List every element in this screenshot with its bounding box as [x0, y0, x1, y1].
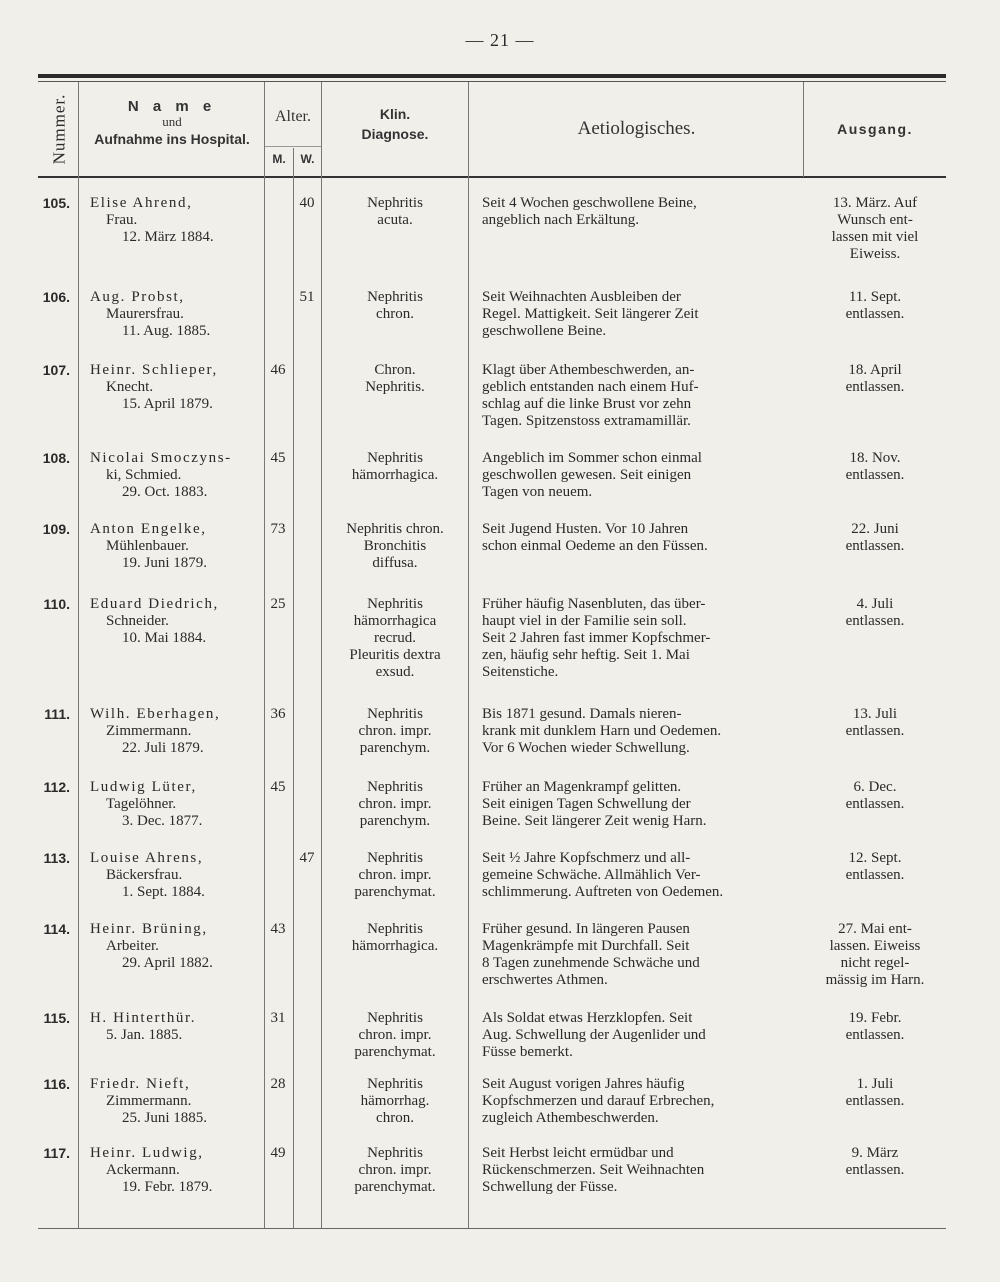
aetiology-cell [482, 706, 798, 757]
age-male: 49 [270, 1145, 286, 1161]
age-male: 45 [270, 779, 286, 795]
outcome-cell [812, 1076, 938, 1110]
aetiology-cell [482, 1076, 798, 1127]
age-male: 73 [270, 521, 286, 537]
name-line: Wilh. Eberhagen, [90, 706, 221, 722]
patient-name-cell [90, 706, 262, 757]
name-line: 12. März 1884. [122, 229, 214, 245]
case-number: 109. [42, 521, 70, 537]
name-line: Ackermann. [106, 1162, 180, 1178]
diagnosis-cell [324, 596, 466, 681]
diagnosis-cell [324, 1145, 466, 1196]
aetiology-cell [482, 450, 798, 501]
diagnosis-cell [324, 850, 466, 901]
name-line: Bäckersfrau. [106, 867, 183, 883]
age-male: 36 [270, 706, 286, 722]
name-line: 22. Juli 1879. [122, 740, 204, 756]
diag-line: parenchymat. [354, 884, 436, 900]
column-divider [321, 82, 322, 1228]
diagnosis-cell [324, 1010, 466, 1061]
aus-line: 19. Febr. [848, 1010, 902, 1026]
aet-line: gemeine Schwäche. Allmählich Ver- [482, 867, 701, 883]
name-line: Aug. Probst, [90, 289, 185, 305]
name-line: Frau. [106, 212, 138, 228]
name-line: Zimmermann. [106, 723, 192, 739]
diag-line: parenchymat. [354, 1179, 436, 1195]
outcome-cell [812, 521, 938, 555]
aet-line: Seit August vorigen Jahres häufig [482, 1076, 685, 1092]
aus-line: entlassen. [845, 538, 905, 554]
name-line: 29. April 1882. [122, 955, 213, 971]
name-line: Maurersfrau. [106, 306, 184, 322]
name-line: Heinr. Schlieper, [90, 362, 218, 378]
outcome-cell [812, 850, 938, 884]
diag-line: parenchym. [359, 813, 431, 829]
diag-line: Nephritis [367, 1010, 423, 1026]
aet-line: 8 Tagen zunehmende Schwäche und [482, 955, 700, 971]
name-line: Anton Engelke, [90, 521, 207, 537]
age-male: 28 [270, 1076, 286, 1092]
outcome-cell [812, 1010, 938, 1044]
patient-name-cell [90, 289, 262, 340]
name-line: 1. Sept. 1884. [122, 884, 205, 900]
diag-line: Nephritis [367, 779, 423, 795]
name-line: Nicolai Smoczyns- [90, 450, 232, 466]
patient-name-cell [90, 195, 262, 246]
diag-line: exsud. [375, 664, 415, 680]
diag-line: Bronchitis [363, 538, 427, 554]
name-line: Ludwig Lüter, [90, 779, 197, 795]
aet-line: Klagt über Athembeschwerden, an- [482, 362, 695, 378]
case-number: 107. [42, 362, 70, 378]
diag-line: recrud. [373, 630, 417, 646]
aus-line: entlassen. [845, 1162, 905, 1178]
case-number: 111. [44, 706, 70, 722]
name-line: Heinr. Brüning, [90, 921, 208, 937]
aetiology-cell [482, 850, 798, 901]
case-number: 117. [43, 1145, 70, 1161]
diag-line: Nephritis [367, 850, 423, 866]
aet-line: Früher an Magenkrampf gelitten. [482, 779, 682, 795]
aus-line: mässig im Harn. [825, 972, 925, 988]
header-alter-m: M. [272, 152, 286, 166]
diag-line: Nephritis [367, 921, 423, 937]
outcome-cell [812, 362, 938, 396]
alter-sub-rule [265, 146, 321, 147]
diag-line: chron. impr. [358, 1027, 432, 1043]
aet-line: Regel. Mattigkeit. Seit längerer Zeit [482, 306, 699, 322]
aetiology-cell [482, 362, 798, 430]
column-divider [78, 82, 79, 1228]
aet-line: geblich entstanden nach einem Huf- [482, 379, 699, 395]
patient-name-cell [90, 1145, 262, 1196]
diag-line: Nephritis chron. [346, 521, 444, 537]
diag-line: Nephritis [367, 195, 423, 211]
aet-line: Rückenschmerzen. Seit Weihnachten [482, 1162, 705, 1178]
diag-line: Nephritis. [365, 379, 425, 395]
diagnosis-cell [324, 779, 466, 830]
diag-line: Nephritis [367, 706, 423, 722]
column-divider [468, 82, 469, 1228]
aet-line: Bis 1871 gesund. Damals nieren- [482, 706, 682, 722]
header-aetiologisches: Aetiologisches. [577, 118, 696, 139]
aetiology-cell [482, 1010, 798, 1061]
header-name: N a m e und Aufnahme ins Hospital. [94, 98, 250, 147]
aetiology-cell [482, 779, 798, 830]
header-rule [38, 176, 946, 178]
aus-line: 4. Juli [856, 596, 894, 612]
name-line: Louise Ahrens, [90, 850, 204, 866]
aus-line: Eiweiss. [849, 246, 901, 262]
patient-name-cell [90, 850, 262, 901]
aus-line: 18. Nov. [849, 450, 901, 466]
diag-line: Nephritis [367, 596, 423, 612]
aet-line: Aug. Schwellung der Augenlider und [482, 1027, 706, 1043]
diag-line: acuta. [377, 212, 413, 228]
header-alter: Alter. [275, 108, 311, 125]
aetiology-cell [482, 921, 798, 989]
aet-line: Tagen von neuem. [482, 484, 593, 500]
aetiology-cell [482, 521, 798, 555]
diagnosis-cell [324, 921, 466, 955]
aus-line: lassen. Eiweiss [829, 938, 921, 954]
aus-line: 13. Juli [852, 706, 898, 722]
diagnosis-cell [324, 706, 466, 757]
diagnosis-cell [324, 289, 466, 323]
aus-line: Wunsch ent- [837, 212, 913, 228]
aet-line: haupt viel in der Familie sein soll. [482, 613, 687, 629]
diag-line: Pleuritis dextra [349, 647, 441, 663]
name-line: 15. April 1879. [122, 396, 213, 412]
column-divider [293, 148, 294, 1228]
diag-line: hämorrhagica. [351, 938, 439, 954]
aus-line: entlassen. [845, 613, 905, 629]
aus-line: 22. Juni [851, 521, 899, 537]
aet-line: angeblich nach Erkältung. [482, 212, 640, 228]
aus-line: entlassen. [845, 306, 905, 322]
aet-line: Seit 2 Jahren fast immer Kopfschmer- [482, 630, 711, 646]
aus-line: entlassen. [845, 796, 905, 812]
aet-line: Früher häufig Nasenbluten, das über- [482, 596, 706, 612]
patient-name-cell [90, 521, 262, 572]
aetiology-cell [482, 596, 798, 681]
aus-line: 6. Dec. [853, 779, 897, 795]
name-line: 5. Jan. 1885. [106, 1027, 183, 1043]
column-divider [264, 82, 265, 1228]
aet-line: Seit ½ Jahre Kopfschmerz und all- [482, 850, 691, 866]
name-line: 19. Febr. 1879. [122, 1179, 213, 1195]
name-line: Zimmermann. [106, 1093, 192, 1109]
diag-line: chron. [376, 306, 414, 322]
aus-line: entlassen. [845, 379, 905, 395]
case-number: 106. [42, 289, 70, 305]
age-male: 25 [270, 596, 286, 612]
name-line: Heinr. Ludwig, [90, 1145, 204, 1161]
case-number: 113. [43, 850, 70, 866]
age-female: 51 [299, 289, 315, 305]
name-line: Schneider. [106, 613, 169, 629]
aet-line: Seit Weihnachten Ausbleiben der [482, 289, 681, 305]
column-divider [803, 82, 804, 177]
name-line: Mühlenbauer. [106, 538, 189, 554]
outcome-cell [812, 779, 938, 813]
diag-line: parenchym. [359, 740, 431, 756]
aus-line: entlassen. [845, 867, 905, 883]
name-line: Friedr. Nieft, [90, 1076, 191, 1092]
aus-line: entlassen. [845, 1093, 905, 1109]
aus-line: 12. Sept. [848, 850, 902, 866]
aet-line: Seit Herbst leicht ermüdbar und [482, 1145, 674, 1161]
diag-line: Nephritis [367, 450, 423, 466]
aetiology-cell [482, 1145, 798, 1196]
age-male: 46 [270, 362, 286, 378]
age-male: 45 [270, 450, 286, 466]
age-female: 40 [299, 195, 315, 211]
diag-line: chron. [376, 1110, 414, 1126]
aus-line: 18. April [848, 362, 902, 378]
name-line: H. Hinterthür. [90, 1010, 197, 1026]
outcome-cell [812, 195, 938, 263]
name-line: 29. Oct. 1883. [122, 484, 208, 500]
diag-line: hämorrhag. [360, 1093, 430, 1109]
name-line: 25. Juni 1885. [122, 1110, 208, 1126]
case-number: 114. [43, 921, 70, 937]
diag-line: hämorrhagica. [351, 467, 439, 483]
name-line: Eduard Diedrich, [90, 596, 219, 612]
age-female: 47 [299, 850, 315, 866]
aet-line: erschwertes Athmen. [482, 972, 608, 988]
aet-line: Seit 4 Wochen geschwollene Beine, [482, 195, 697, 211]
diag-line: Nephritis [367, 1076, 423, 1092]
aet-line: Tagen. Spitzenstoss extramamillär. [482, 413, 691, 429]
aet-line: Schwellung der Füsse. [482, 1179, 618, 1195]
aet-line: Kopfschmerzen und darauf Erbrechen, [482, 1093, 715, 1109]
diag-line: chron. impr. [358, 796, 432, 812]
aus-line: 1. Juli [856, 1076, 894, 1092]
aet-line: schlimmerung. Auftreten von Oedemen. [482, 884, 724, 900]
aet-line: Seit Jugend Husten. Vor 10 Jahren [482, 521, 689, 537]
aus-line: entlassen. [845, 467, 905, 483]
age-male: 43 [270, 921, 286, 937]
diag-line: chron. impr. [358, 1162, 432, 1178]
aet-line: Füsse bemerkt. [482, 1044, 573, 1060]
case-number: 115. [43, 1010, 70, 1026]
diagnosis-cell [324, 1076, 466, 1127]
header-ausgang: Ausgang. [837, 121, 913, 137]
name-line: 10. Mai 1884. [122, 630, 207, 646]
aet-line: geschwollen gewesen. Seit einigen [482, 467, 692, 483]
case-number: 116. [43, 1076, 70, 1092]
patient-name-cell [90, 450, 262, 501]
aet-line: schlag auf die linke Brust vor zehn [482, 396, 692, 412]
patient-name-cell [90, 596, 262, 647]
patient-name-cell [90, 1076, 262, 1127]
aet-line: Seitenstiche. [482, 664, 559, 680]
aet-line: schon einmal Oedeme an den Füssen. [482, 538, 708, 554]
top-rule [38, 74, 946, 78]
name-line: ki, Schmied. [106, 467, 182, 483]
aetiology-cell [482, 289, 798, 340]
outcome-cell [812, 289, 938, 323]
aetiology-cell [482, 195, 798, 229]
patient-name-cell [90, 1010, 262, 1044]
patient-name-cell [90, 921, 262, 972]
top-rule-thin [38, 81, 946, 82]
name-line: Knecht. [106, 379, 154, 395]
age-male: 31 [270, 1010, 286, 1026]
patient-name-cell [90, 362, 262, 413]
diagnosis-cell [324, 450, 466, 484]
aet-line: geschwollene Beine. [482, 323, 607, 339]
aus-line: lassen mit viel [831, 229, 919, 245]
diag-line: Nephritis [367, 1145, 423, 1161]
diag-line: Nephritis [367, 289, 423, 305]
aet-line: Vor 6 Wochen wieder Schwellung. [482, 740, 690, 756]
name-line: Tagelöhner. [106, 796, 177, 812]
page-number: — 21 — [465, 30, 535, 50]
aus-line: nicht regel- [840, 955, 910, 971]
aus-line: entlassen. [845, 1027, 905, 1043]
diag-line: parenchymat. [354, 1044, 436, 1060]
aet-line: Beine. Seit längerer Zeit wenig Harn. [482, 813, 707, 829]
aet-line: Angeblich im Sommer schon einmal [482, 450, 702, 466]
aus-line: 27. Mai ent- [838, 921, 912, 937]
name-line: 11. Aug. 1885. [122, 323, 211, 339]
diag-line: hämorrhagica [353, 613, 437, 629]
outcome-cell [812, 921, 938, 989]
aet-line: Als Soldat etwas Herzklopfen. Seit [482, 1010, 693, 1026]
aet-line: zugleich Athembeschwerden. [482, 1110, 659, 1126]
diagnosis-cell [324, 195, 466, 229]
outcome-cell [812, 596, 938, 630]
aet-line: Magenkrämpfe mit Durchfall. Seit [482, 938, 690, 954]
case-number: 108. [42, 450, 70, 466]
aus-line: 9. März [851, 1145, 899, 1161]
outcome-cell [812, 706, 938, 740]
aet-line: Früher gesund. In längeren Pausen [482, 921, 690, 937]
header-nummer: Nummer. [49, 93, 68, 165]
name-line: 19. Juni 1879. [122, 555, 208, 571]
aus-line: 11. Sept. [848, 289, 902, 305]
case-number: 105. [42, 195, 70, 211]
case-number: 112. [43, 779, 70, 795]
aus-line: entlassen. [845, 723, 905, 739]
aet-line: Seit einigen Tagen Schwellung der [482, 796, 691, 812]
diagnosis-cell [324, 362, 466, 396]
header-alter-w: W. [300, 152, 315, 166]
outcome-cell [812, 450, 938, 484]
diag-line: Chron. [374, 362, 416, 378]
diag-line: diffusa. [372, 555, 418, 571]
diagnosis-cell [324, 521, 466, 572]
aet-line: krank mit dunklem Harn und Oedemen. [482, 723, 722, 739]
bottom-rule [38, 1228, 946, 1229]
aus-line: 13. März. Auf [832, 195, 918, 211]
diag-line: chron. impr. [358, 867, 432, 883]
name-line: Arbeiter. [106, 938, 159, 954]
name-line: Elise Ahrend, [90, 195, 193, 211]
header-diagnose: Klin. Diagnose. [361, 106, 429, 142]
diag-line: chron. impr. [358, 723, 432, 739]
patient-name-cell [90, 779, 262, 830]
outcome-cell [812, 1145, 938, 1179]
case-number: 110. [43, 596, 70, 612]
aet-line: zen, häufig sehr heftig. Seit 1. Mai [482, 647, 690, 663]
name-line: 3. Dec. 1877. [122, 813, 203, 829]
